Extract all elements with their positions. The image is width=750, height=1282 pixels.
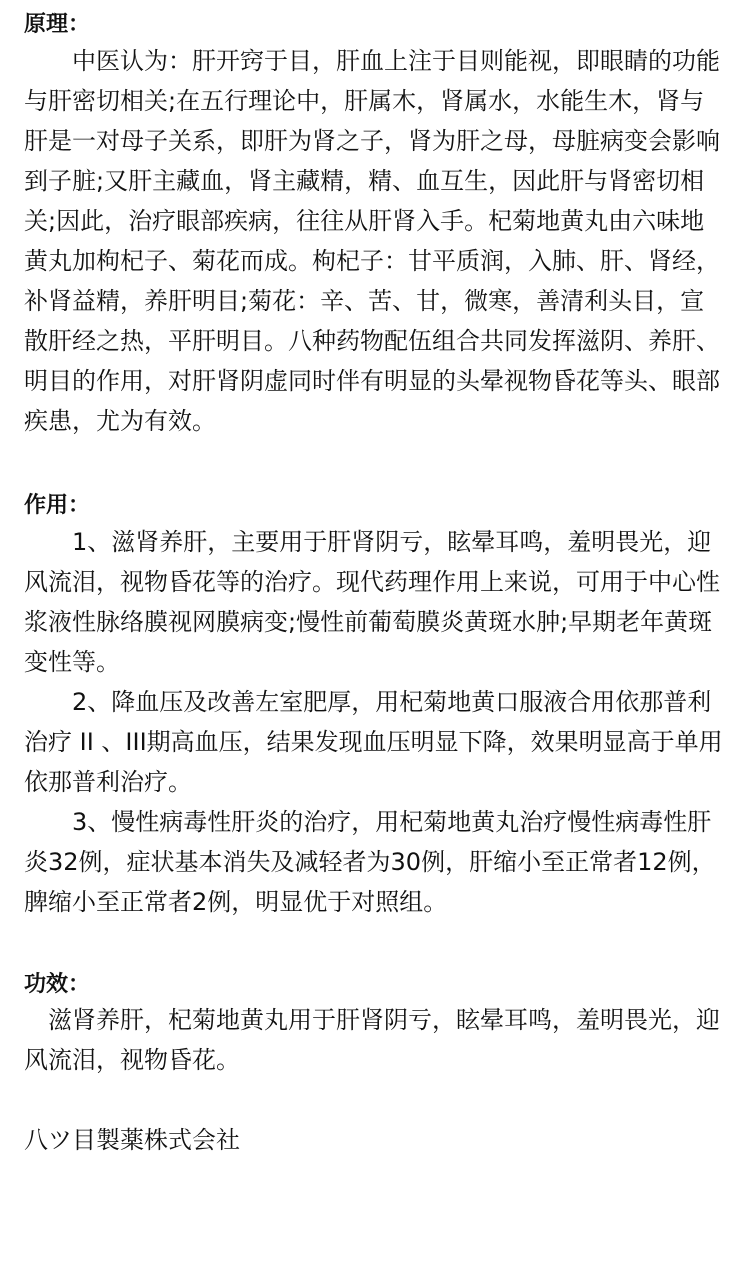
paragraph-efficacy-1: 滋肾养肝，杞菊地黄丸用于肝肾阴亏，眩晕耳鸣，羞明畏光，迎风流泪，视物昏花。 bbox=[24, 1006, 720, 1075]
spacer bbox=[24, 922, 724, 970]
section-principle bbox=[24, 10, 724, 441]
section-title-efficacy: 功效： bbox=[24, 971, 91, 997]
paragraph-function-2: 2、降血压及改善左室肥厚，用杞菊地黄口服液合用依那普利治疗 II 、III期高血压，结果发现血压明显下降，效果明显高于单用依那普利治疗。 bbox=[24, 687, 723, 796]
spacer bbox=[24, 441, 724, 491]
section-title-principle: 原理： bbox=[24, 12, 91, 37]
spacer bbox=[24, 1080, 724, 1120]
paragraph-principle-1: 中医认为：肝开窍于目，肝血上注于目则能视，即眼睛的功能与肝密切相关;在五行理论中，肝属木，肾属水，水能生木，肾与肝是一对母子关系，即肝为肾之子，肾为肝之母，母脏病变会影响到子脏;又肝主藏血，肾主藏精，精、血互生，因此肝与肾密切相关;因此，治疗眼部疾病，往往从肝肾入手。杞菊地黄丸由六味地黄丸加枸杞子、菊花而成。枸杞子：甘平质润，入肺、肝、肾经，补肾益精，养肝明目;菊花：辛、苦、甘，微寒，善清利头目，宣散肝经之热，平肝明目。八种药物配伍组合共同发挥滋阴、养肝、明目的作用，对肝肾阴虚同时伴有明显的头晕视物昏花等头、眼部疾患，尤为有效。 bbox=[24, 46, 720, 435]
company-name: 八ツ目製薬株式会社 bbox=[24, 1126, 240, 1155]
section-title-function: 作用： bbox=[24, 492, 91, 518]
section-efficacy bbox=[24, 970, 724, 1081]
section-function bbox=[24, 491, 724, 922]
document-page bbox=[24, 0, 724, 1160]
paragraph-function-3: 3、慢性病毒性肝炎的治疗，用杞菊地黄丸治疗慢性病毒性肝炎32例，症状基本消失及减轻者为30例，肝缩小至正常者12例，脾缩小至正常者2例，明显优于对照组。 bbox=[24, 807, 716, 916]
paragraph-function-1: 1、滋肾养肝，主要用于肝肾阴亏，眩晕耳鸣，羞明畏光，迎风流泪，视物昏花等的治疗。现代药理作用上来说，可用于中心性浆液性脉络膜视网膜病变;慢性前葡萄膜炎黄斑水肿;早期老年黄斑变性等。 bbox=[24, 527, 720, 676]
